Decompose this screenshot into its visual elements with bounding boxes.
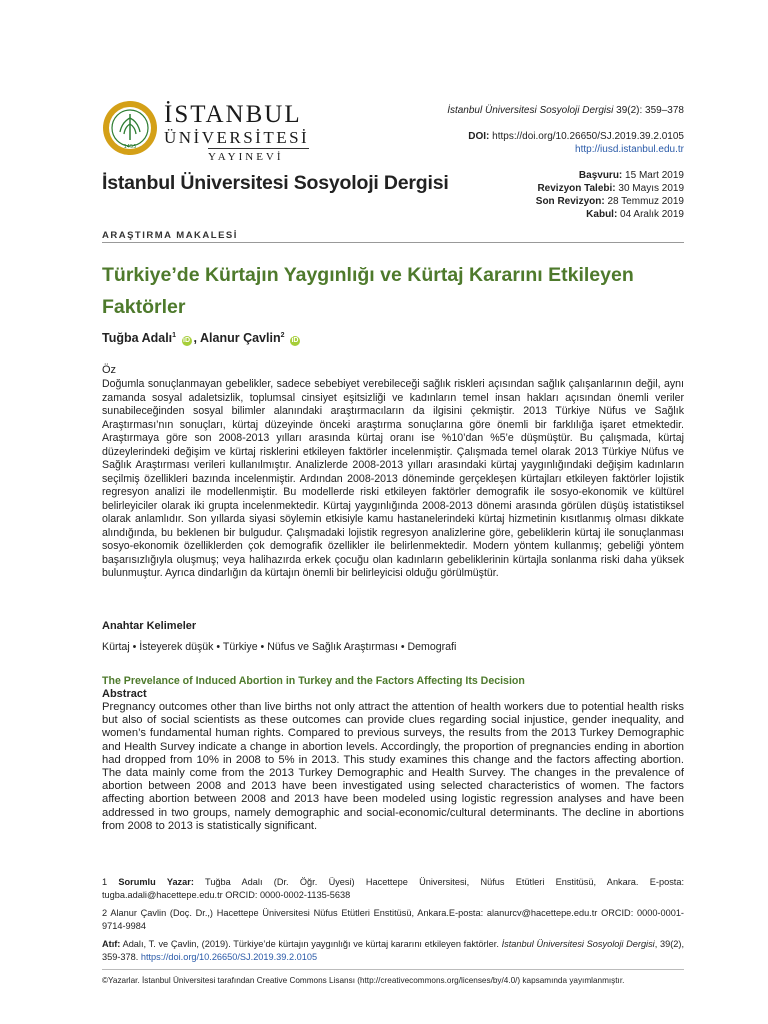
date-label: Başvuru: [578,170,623,181]
citation-volume: 39(2): 359–378 [613,105,684,116]
citation-details: , 39(2), 359-378. [102,939,684,962]
citation-journal: İstanbul Üniversitesi Sosyoloji Dergisi [447,105,614,116]
journal-name: İstanbul Üniversitesi Sosyoloji Dergisi [102,172,449,194]
citation-doi-link[interactable]: https://doi.org/10.26650/SJ.2019.39.2.0105 [140,951,318,962]
article-metadata [447,104,684,221]
footnote-text: Tuğba Adalı (Dr. Öğr. Üyesi) Hacettepe Üniversitesi, Nüfus Etütleri Enstitüsü, Ankara. E-posta: tugba.adali@hacettepe.edu.tr ORCID: 0000-0002-1135-5638 [102,877,684,900]
corresponding-author-label: Sorumlu Yazar: [118,877,194,887]
date-revision-requested [447,182,684,195]
date-value: 04 Aralık 2019 [617,209,684,220]
orcid-icon[interactable]: iD [291,337,299,344]
logo-wordmark [164,102,309,164]
abstract-heading: Abstract [102,688,147,700]
date-label: Kabul: [586,209,618,220]
footnote-2: 2 Alanur Çavlin (Doç. Dr.,) Hacettepe Üniversitesi Nüfus Etütleri Enstitüsü, Ankara.E-posta: alanurcv@hacettepe.edu.tr ORCID: 0000-0001-9714-9984 [102,908,684,931]
footer-divider [102,969,684,970]
date-value: 15 Mart 2019 [622,170,684,181]
english-title: The Prevelance of Induced Abortion in Turkey and the Factors Affecting Its Decision [102,675,525,687]
author-name: Tuğba Adalı [102,331,173,345]
logo-line-3: YAYINEVİ [208,148,309,164]
author-list [102,331,302,346]
oz-paragraph: Doğumla sonuçlanmayan gebelikler, sadece sebebiyet verebileceği sağlık riskleri açısından sağlık çalışanlarının değil, aynı zamanda sosyal adaletsizlik, toplumsal cinsiyet eşitsizliği ve kadınların temel insan hakları açısından önemli veriler sunabileceğinden sosyal bilimler alanındaki araştırmacıların da ilgisini çekmiştir. 2013 Türkiye Nüfus ve Sağlık Araştırması’nın sonuçları, kürtaj düzeyinde önceki araştırma sonuçlarına göre önemli bir farklılığa işaret etmektedir. Araştırmaya göre son 2008-2013 yılları arasında kürtaj oranı ise %10’dan %5’e düşmüştür. Bu çalışmada, kürtaj düzeylerindeki değişim ve kürtaj risklerini etkileyen faktörler incelenmiştir. Çalışmada temel olarak 2013 Türkiye Nüfus ve Sağlık Araştırması verileri kullanılmıştır. Analizlerde 2008-2013 yılları arasındaki kürtaj yaygınlığındaki değişim kadınların seçilmiş özellikleri bazında incelenmiştir. Ardından 2008-2013 döneminde gerçekleşen kürtajları etkileyen faktörler lojistik regresyon analizi ile modellenmiştir. Bu modellerde riski etkileyen faktörler demografik ile sosyo-ekonomik ve kültürel belirleyiciler olarak iki grupta incelenmektedir. Kürtaj yaygınlığında 2008-2013 dönemi arasında görülen düşüş istatistiksel olarak anlamlıdır. Son yıllarda siyasi söylemin etkisiyle kamu hastanelerindeki kürtaj hizmetinin kısıtlanmış olması dikkate alındığında, bu beklenen bir bulgudur. Çalışmadaki lojistik regresyon analizlerine göre, gebeliklerin kürtaj ile sonuçlanması sosyo-ekonomik özelliklerden çok demografik özellikler ile belirlenmektedir. Modern yöntem kullanmış; gebeliği yöntem başarısızlığıyla oluşmuş; veya halihazırda erkek çocuğu olan kadınların gebeliklerinin kürtajla sonlanma riski daha yüksek bulunmuştur. Ayrıca dindarlığın da kürtajın önemli bir belirleyicisi olduğu görülmüştür. [102,378,684,579]
keywords-list: Kürtaj • İsteyerek düşük • Türkiye • Nüfus ve Sağlık Araştırması • Demografi [102,641,457,653]
keywords-heading: Anahtar Kelimeler [102,620,197,632]
header-divider [102,242,684,243]
date-value: 30 Mayıs 2019 [615,183,684,194]
date-accepted [447,208,684,221]
footnote-1 [102,876,684,901]
article-type-label: ARAŞTIRMA MAKALESİ [102,230,238,241]
date-value: 28 Temmuz 2019 [604,196,684,207]
abstract-paragraph: Pregnancy outcomes other than live births not only attract the attention of health workers due to potential health risks but also of social scientists as these outcomes can provide clues regarding social injustice, gender inequality, and women’s fundamental human rights. Compared to previous surveys, the results from the 2013 Turkey Demographic and Health Survey indicate a change in abortion levels. Accordingly, the proportion of pregnancies ending in abortion had dropped from 10% in 2008 to 5% in 2013. This study examines this change and the factors affecting abortion. The data mainly come from the 2013 Turkey Demographic and Health Survey. The changes in the prevalence of abortion between 2008 and 2013 have been investigated using selected characteristics of women. The factors affecting abortion between 2008 and 2013 have been modeled using logistic regression analyses and have been addressed in two groups, namely demographic and social-economic/cultural determinants. The decline in abortions from 2008 to 2013 is statistically significant. [102,701,684,832]
submission-dates [447,169,684,221]
citation-text: Adalı, T. ve Çavlin, (2019). Türkiye’de kürtajın yaygınlığı ve kürtaj kararını etkileyen faktörler. [120,939,502,949]
doi-label: DOI: [468,131,490,142]
seal-year: 1453 [123,144,137,150]
date-label: Son Revizyon: [535,196,605,207]
article-title: Türkiye’de Kürtajın Yaygınlığı ve Kürtaj Kararını Etkileyen Faktörler [102,264,634,318]
citation-journal: İstanbul Üniversitesi Sosyoloji Dergisi [501,939,655,949]
citation-note [102,938,684,963]
publisher-logo [102,100,422,163]
author-separator: , [193,331,201,345]
citation-label: Atıf: [102,939,121,949]
date-submitted [447,169,684,182]
license-notice: ©Yazarlar. İstanbul Üniversitesi tarafından Creative Commons Lisansı (http://creativecommons.org/licenses/by/4.0/) kapsamında yayımlanmıştır. [102,976,625,985]
journal-url-link[interactable]: http://iusd.istanbul.edu.tr [575,144,684,155]
doi-line [447,130,684,143]
university-seal-icon [102,100,158,156]
date-last-revision [447,195,684,208]
author-affiliation-mark: 2 [280,331,285,339]
journal-citation [447,104,684,117]
author-affiliation-mark: 1 [172,331,177,339]
doi-value: https://doi.org/10.26650/SJ.2019.39.2.0105 [489,131,684,142]
orcid-icon[interactable]: iD [183,337,191,344]
footnotes [102,876,684,969]
author-name: Alanur Çavlin [200,331,281,345]
oz-heading: Öz [102,364,117,376]
footnote-number: 1 [102,877,119,887]
logo-line-2: ÜNİVERSİTESİ [164,128,310,147]
logo-line-1: İSTANBUL [164,101,302,128]
date-label: Revizyon Talebi: [537,183,616,194]
